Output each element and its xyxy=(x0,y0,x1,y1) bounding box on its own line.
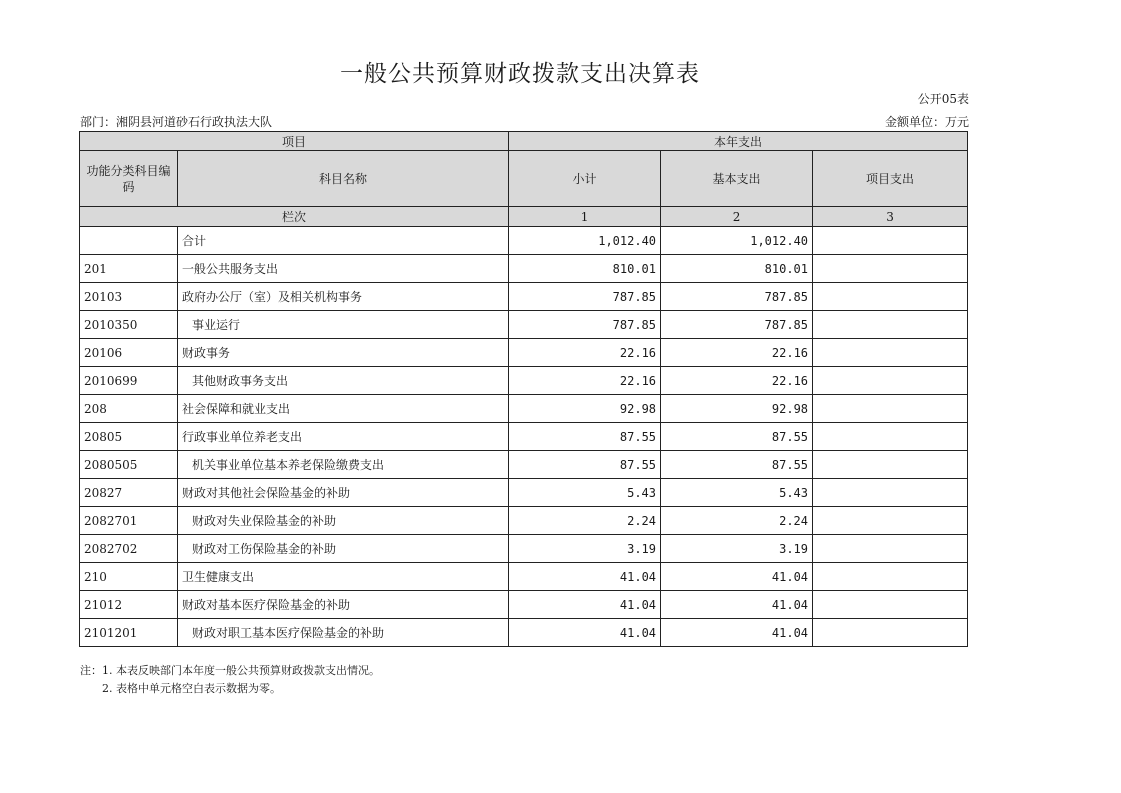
table-row xyxy=(80,367,968,395)
row-name: 一般公共服务支出 xyxy=(178,255,509,283)
row-subtotal: 41.04 xyxy=(509,563,661,591)
row-project xyxy=(813,451,968,479)
row-name: 财政对其他社会保险基金的补助 xyxy=(178,479,509,507)
row-code: 20106 xyxy=(80,339,178,367)
row-code: 21012 xyxy=(80,591,178,619)
row-subtotal: 41.04 xyxy=(509,591,661,619)
header-project: 项目 xyxy=(80,132,509,151)
note-line-2: 2. 表格中单元格空白表示数据为零。 xyxy=(102,682,281,695)
row-name: 行政事业单位养老支出 xyxy=(178,423,509,451)
row-name: 财政事务 xyxy=(178,339,509,367)
row-basic: 87.55 xyxy=(661,451,813,479)
row-subtotal: 87.55 xyxy=(509,451,661,479)
row-code: 2082701 xyxy=(80,507,178,535)
row-name: 财政对职工基本医疗保险基金的补助 xyxy=(178,619,509,647)
row-subtotal: 5.43 xyxy=(509,479,661,507)
row-name: 合计 xyxy=(178,227,509,255)
row-name: 机关事业单位基本养老保险缴费支出 xyxy=(178,451,509,479)
note-line-1: 注：1. 本表反映部门本年度一般公共预算财政拨款支出情况。 xyxy=(80,664,380,677)
row-code: 20805 xyxy=(80,423,178,451)
row-basic: 41.04 xyxy=(661,619,813,647)
row-name: 事业运行 xyxy=(178,311,509,339)
row-project xyxy=(813,367,968,395)
row-basic: 41.04 xyxy=(661,563,813,591)
row-code: 2101201 xyxy=(80,619,178,647)
header-idx-2: 2 xyxy=(661,207,813,227)
row-basic: 87.55 xyxy=(661,423,813,451)
row-basic: 2.24 xyxy=(661,507,813,535)
row-code: 2010699 xyxy=(80,367,178,395)
header-idx-3: 3 xyxy=(813,207,968,227)
table-row xyxy=(80,535,968,563)
row-name: 财政对失业保险基金的补助 xyxy=(178,507,509,535)
row-basic: 810.01 xyxy=(661,255,813,283)
row-project xyxy=(813,591,968,619)
row-project xyxy=(813,619,968,647)
amount-unit-label: 金额单位：万元 xyxy=(884,115,969,129)
row-subtotal: 810.01 xyxy=(509,255,661,283)
row-basic: 1,012.40 xyxy=(661,227,813,255)
header-basic: 基本支出 xyxy=(661,151,813,207)
row-basic: 22.16 xyxy=(661,339,813,367)
row-basic: 3.19 xyxy=(661,535,813,563)
row-project xyxy=(813,479,968,507)
row-name: 卫生健康支出 xyxy=(178,563,509,591)
header-code: 功能分类科目编码 xyxy=(80,151,178,207)
row-subtotal: 22.16 xyxy=(509,339,661,367)
row-basic: 22.16 xyxy=(661,367,813,395)
table-row xyxy=(80,507,968,535)
row-project xyxy=(813,563,968,591)
row-basic: 5.43 xyxy=(661,479,813,507)
table-row xyxy=(80,619,968,647)
row-name: 政府办公厅（室）及相关机构事务 xyxy=(178,283,509,311)
row-subtotal: 22.16 xyxy=(509,367,661,395)
row-project xyxy=(813,507,968,535)
row-code: 2082702 xyxy=(80,535,178,563)
row-project xyxy=(813,311,968,339)
table-row xyxy=(80,311,968,339)
row-basic: 41.04 xyxy=(661,591,813,619)
row-code: 208 xyxy=(80,395,178,423)
table-row xyxy=(80,255,968,283)
header-current-year: 本年支出 xyxy=(509,132,968,151)
header-name: 科目名称 xyxy=(178,151,509,207)
table-row xyxy=(80,591,968,619)
row-code: 2010350 xyxy=(80,311,178,339)
form-number: 公开05表 xyxy=(917,92,969,106)
row-subtotal: 787.85 xyxy=(509,283,661,311)
row-subtotal: 41.04 xyxy=(509,619,661,647)
row-code: 20103 xyxy=(80,283,178,311)
row-basic: 92.98 xyxy=(661,395,813,423)
row-subtotal: 2.24 xyxy=(509,507,661,535)
row-name: 社会保障和就业支出 xyxy=(178,395,509,423)
table-row xyxy=(80,227,968,255)
row-project xyxy=(813,255,968,283)
table-row xyxy=(80,283,968,311)
row-subtotal: 3.19 xyxy=(509,535,661,563)
row-code: 2080505 xyxy=(80,451,178,479)
row-subtotal: 87.55 xyxy=(509,423,661,451)
row-name: 财政对基本医疗保险基金的补助 xyxy=(178,591,509,619)
row-basic: 787.85 xyxy=(661,283,813,311)
page-title: 一般公共预算财政拨款支出决算表 xyxy=(340,61,700,87)
table-notes xyxy=(80,662,380,698)
row-subtotal: 92.98 xyxy=(509,395,661,423)
table-row xyxy=(80,563,968,591)
table-row xyxy=(80,339,968,367)
row-code: 20827 xyxy=(80,479,178,507)
row-subtotal: 1,012.40 xyxy=(509,227,661,255)
row-project xyxy=(813,227,968,255)
row-project xyxy=(813,339,968,367)
table-row xyxy=(80,479,968,507)
table-row xyxy=(80,451,968,479)
header-project-exp: 项目支出 xyxy=(813,151,968,207)
header-idx-1: 1 xyxy=(509,207,661,227)
row-code: 201 xyxy=(80,255,178,283)
row-subtotal: 787.85 xyxy=(509,311,661,339)
expenditure-table xyxy=(79,131,968,647)
table-row xyxy=(80,395,968,423)
header-row-label: 栏次 xyxy=(80,207,509,227)
table-row xyxy=(80,423,968,451)
row-code: 210 xyxy=(80,563,178,591)
row-name: 财政对工伤保险基金的补助 xyxy=(178,535,509,563)
row-project xyxy=(813,423,968,451)
header-subtotal: 小计 xyxy=(509,151,661,207)
row-code xyxy=(80,227,178,255)
row-project xyxy=(813,283,968,311)
row-project xyxy=(813,395,968,423)
department-label: 部门：湘阴县河道砂石行政执法大队 xyxy=(80,115,273,129)
row-name: 其他财政事务支出 xyxy=(178,367,509,395)
row-project xyxy=(813,535,968,563)
row-basic: 787.85 xyxy=(661,311,813,339)
